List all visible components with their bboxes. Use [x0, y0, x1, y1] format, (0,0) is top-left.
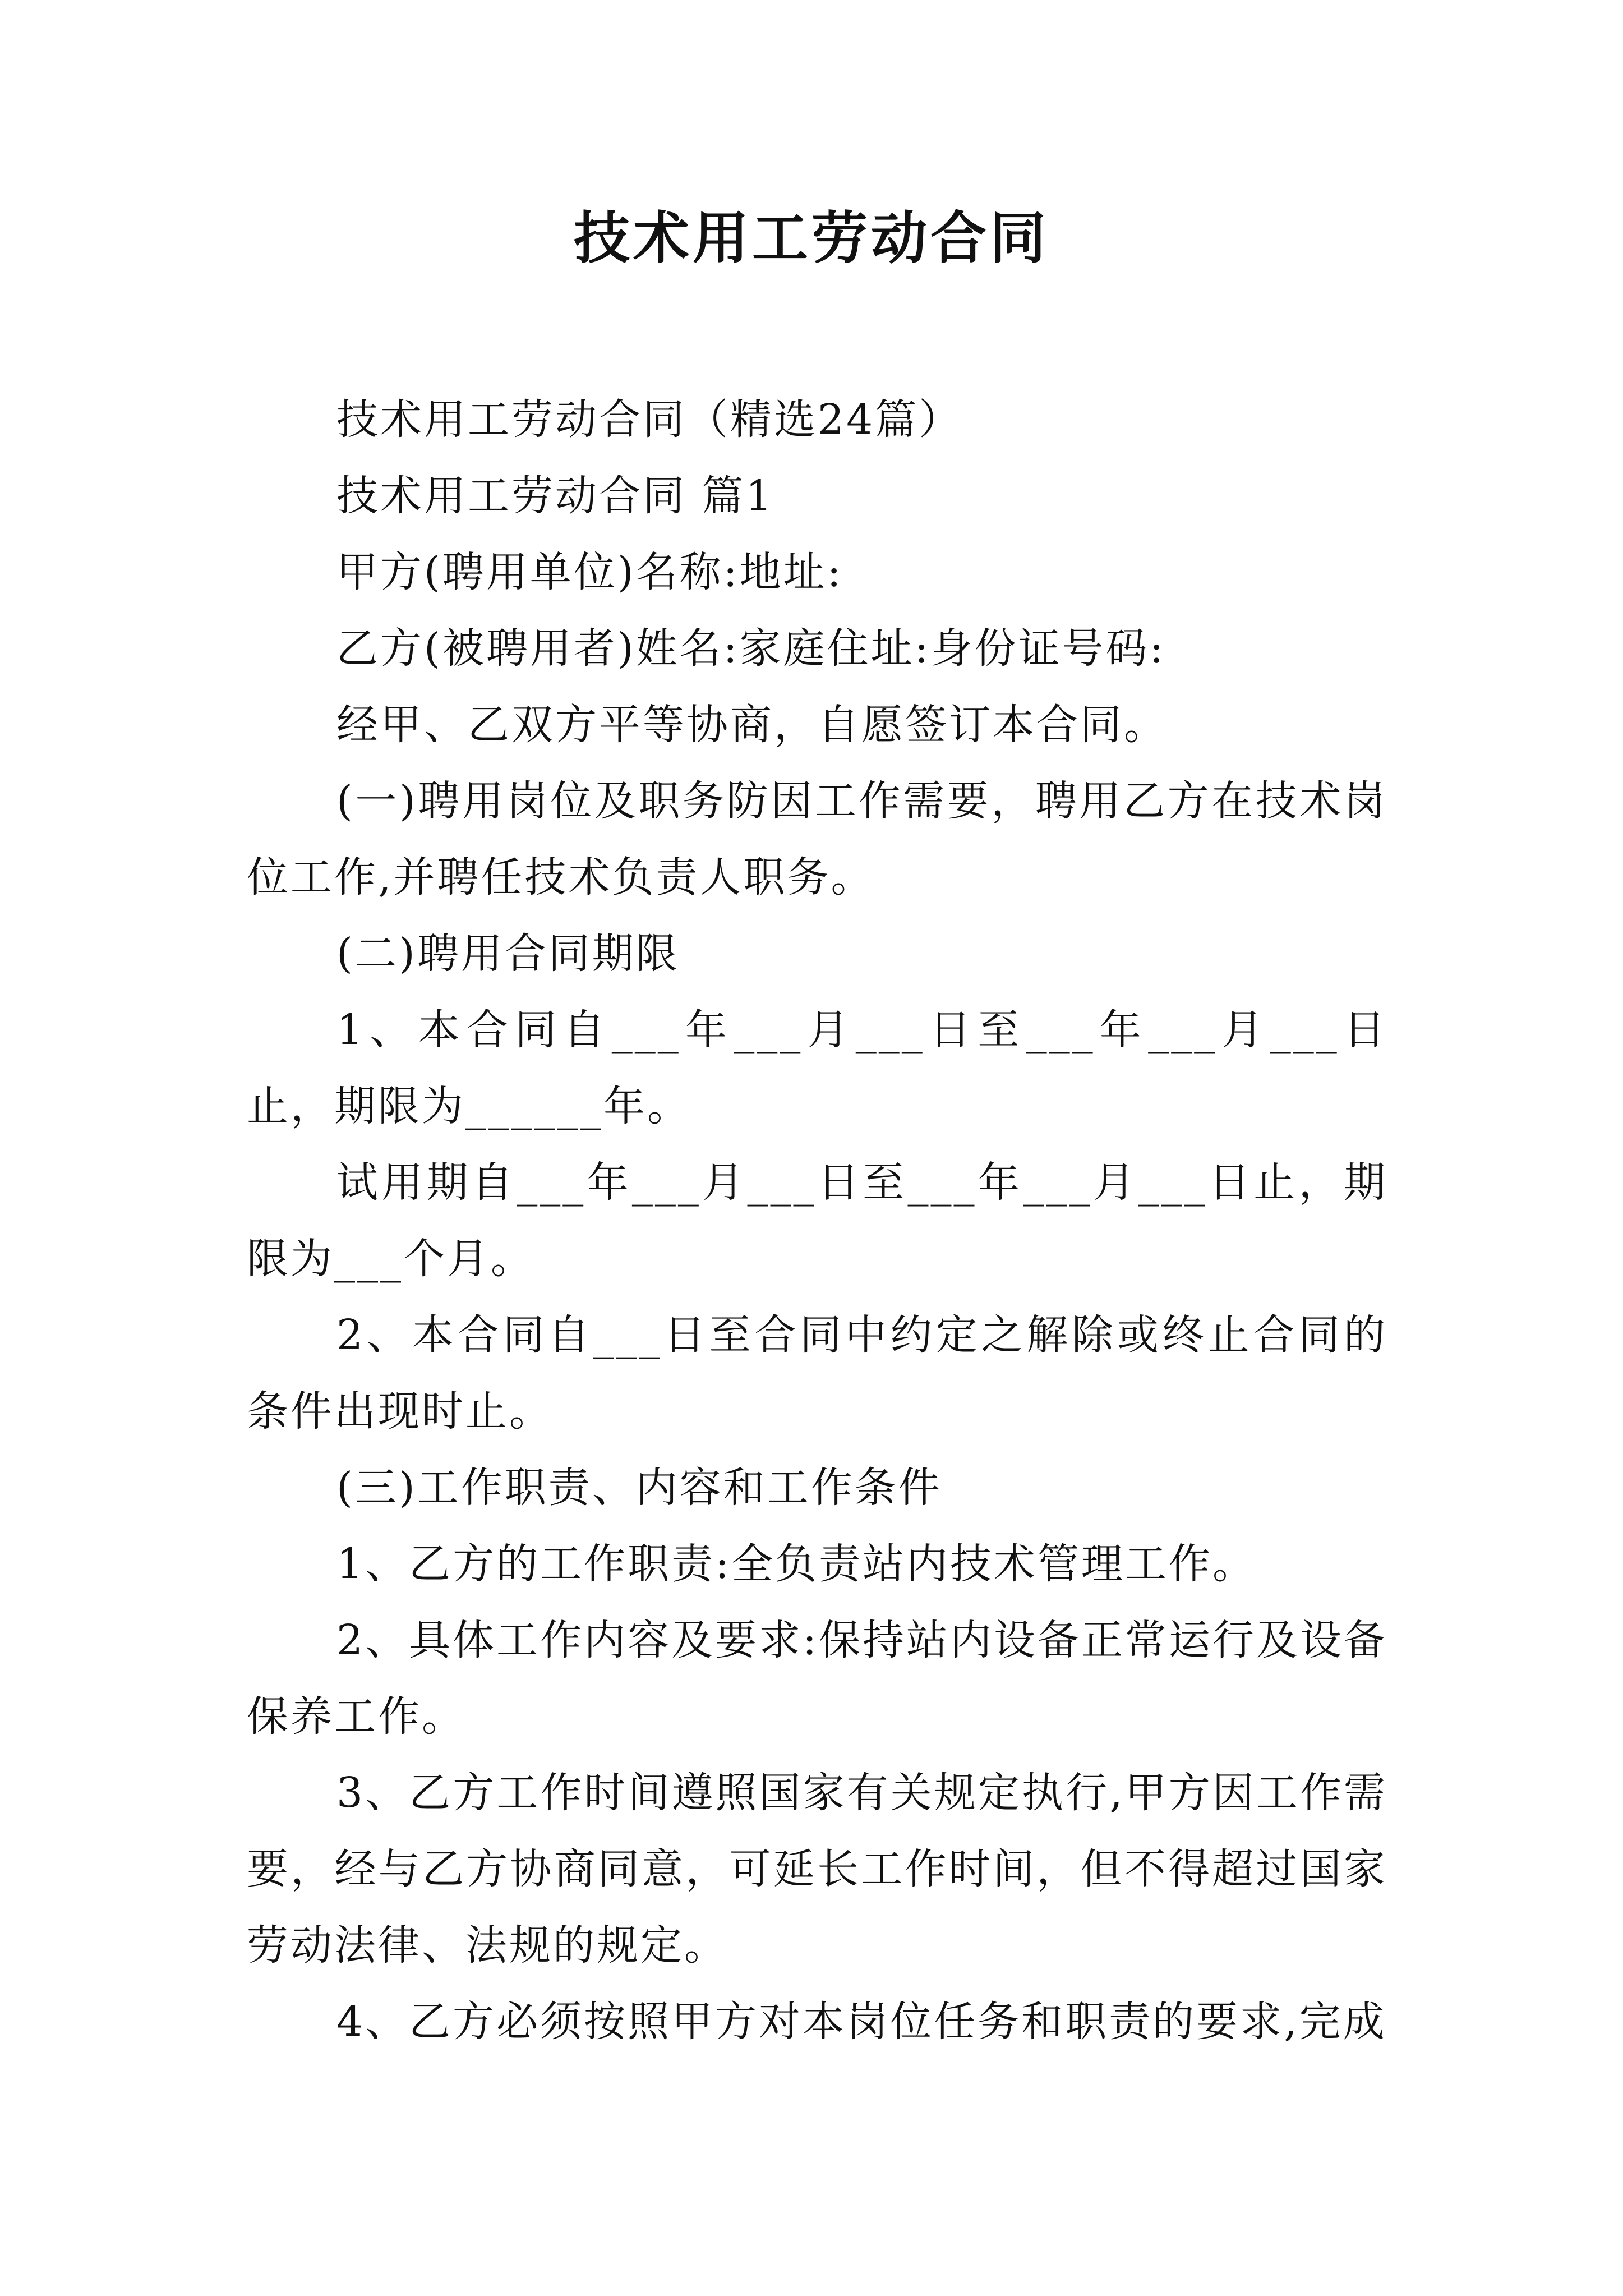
paragraph: 4、乙方必须按照甲方对本岗位任务和职责的要求,完成	[336, 1998, 1387, 2046]
paragraph: 甲方(聘用单位)名称:地址:	[336, 548, 843, 596]
document-title: 技术用工劳动合同	[574, 205, 1049, 271]
paragraph: (二)聘用合同期限	[336, 930, 680, 978]
document-body	[247, 381, 1387, 2060]
paragraph: (三)工作职责、内容和工作条件	[336, 1464, 942, 1512]
paragraph: 试用期自___年___月___日至___年___月___日止，期限为___个月。	[247, 1158, 1387, 1283]
paragraph: (一)聘用岗位及职务防因工作需要，聘用乙方在技术岗位工作,并聘任技术负责人职务。	[247, 777, 1387, 901]
paragraph: 技术用工劳动合同 篇1	[336, 472, 774, 520]
paragraph: 3、乙方工作时间遵照国家有关规定执行,甲方因工作需要，经与乙方协商同意，可延长工作时间，但不得超过国家劳动法律、法规的规定。	[247, 1769, 1387, 1970]
paragraph: 经甲、乙双方平等协商，自愿签订本合同。	[336, 701, 1168, 749]
paragraph: 技术用工劳动合同（精选24篇）	[336, 395, 963, 444]
paragraph: 2、具体工作内容及要求:保持站内设备正常运行及设备保养工作。	[247, 1616, 1388, 1741]
paragraph: 1、本合同自___年___月___日至___年___月___日止，期限为______年。	[247, 1006, 1387, 1130]
paragraph: 1、乙方的工作职责:全负责站内技术管理工作。	[336, 1540, 1257, 1588]
paragraph: 2、本合同自___日至合同中约定之解除或终止合同的条件出现时止。	[247, 1311, 1387, 1435]
paragraph: 乙方(被聘用者)姓名:家庭住址:身份证号码:	[336, 624, 1166, 673]
